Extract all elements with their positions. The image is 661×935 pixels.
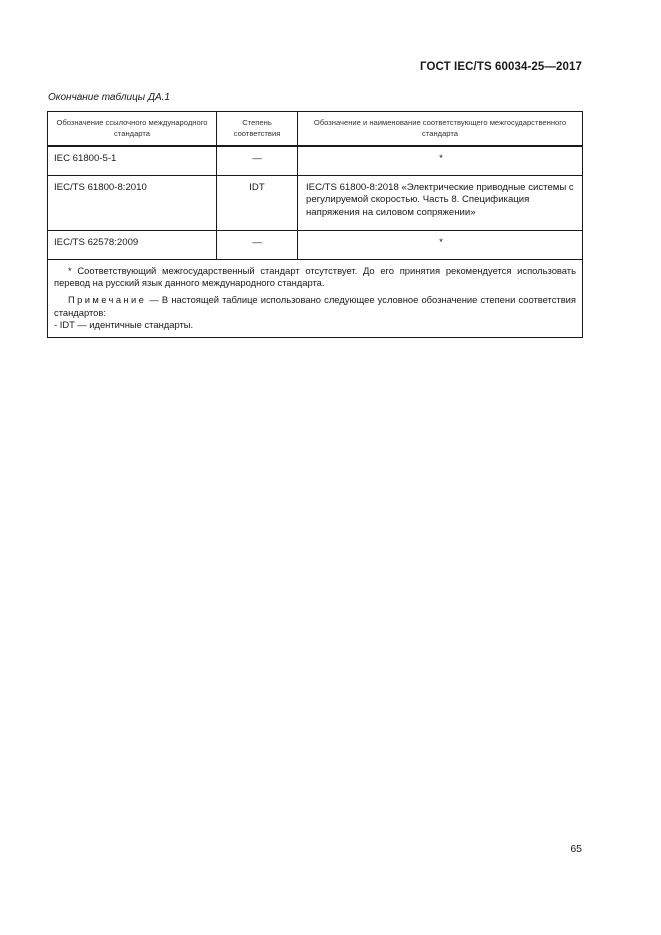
cell-degree: — [217, 146, 298, 176]
column-header-reference: Обозначение ссылочного международного стандарта [48, 112, 217, 147]
table-row [48, 176, 583, 231]
table-notes-row [48, 260, 583, 338]
table-header-row [48, 112, 583, 147]
cell-reference: IEC 61800-5-1 [48, 146, 217, 176]
column-header-national: Обозначение и наименование соответствующего межгосударственного стандарта [298, 112, 583, 147]
document-code: ГОСТ IEC/TS 60034-25—2017 [420, 61, 582, 73]
cell-national: * [298, 231, 583, 260]
cell-national: IEC/TS 61800-8:2018 «Электрические приводные системы с регулируемой скоростью. Часть 8. Спецификация напряжения на силовом сопряжении» [298, 176, 583, 231]
note-text: — В настоящей таблице использовано следующее условное обозначение степени соответствия стандартов: [54, 294, 576, 318]
note-label: Примечание [68, 294, 147, 306]
note [54, 294, 576, 318]
table-caption: Окончание таблицы ДА.1 [48, 92, 170, 103]
column-header-degree: Степень соответствия [217, 112, 298, 147]
footnote: * Соответствующий межгосударственный стандарт отсутствует. До его принятия рекомендуется использовать перевод на русский язык данного международного стандарта. [54, 265, 576, 289]
table-row [48, 231, 583, 260]
reference-standards-table [47, 111, 583, 338]
table-notes [48, 260, 583, 338]
note-item: - IDT — идентичные стандарты. [54, 318, 194, 330]
cell-degree: — [217, 231, 298, 260]
cell-national: * [298, 146, 583, 176]
page-number: 65 [570, 843, 582, 855]
cell-degree: IDT [217, 176, 298, 231]
cell-reference: IEC/TS 61800-8:2010 [48, 176, 217, 231]
cell-reference: IEC/TS 62578:2009 [48, 231, 217, 260]
table-row [48, 146, 583, 176]
